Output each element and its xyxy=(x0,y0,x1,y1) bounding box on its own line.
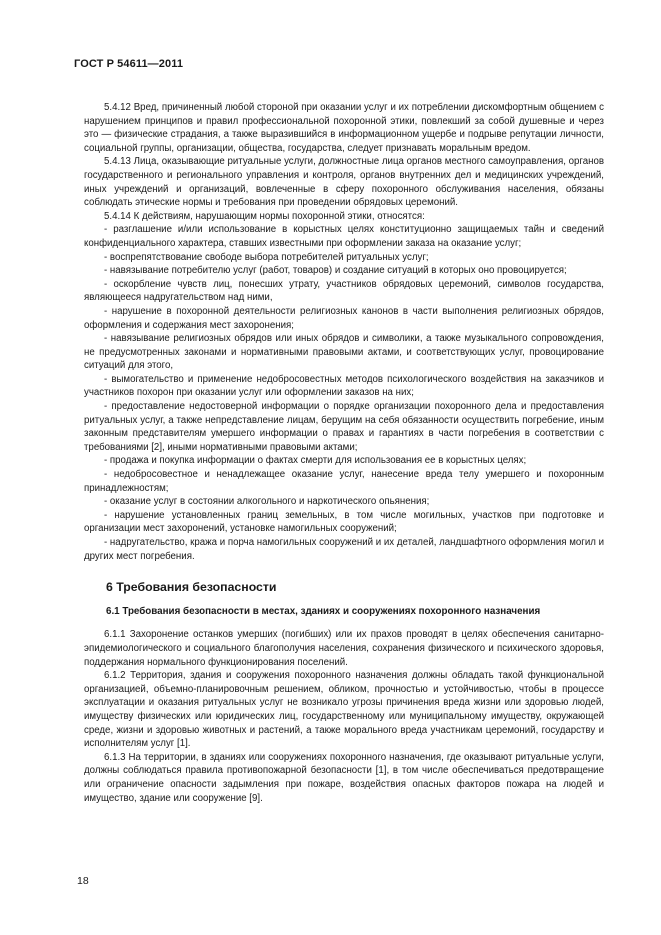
list-item: - нарушение в похоронной деятельности религиозных канонов в части выполнения религиозных обрядов, оформления и содержания мест захоронения; xyxy=(84,305,604,331)
list-item: - разглашение и/или использование в корыстных целях конституционно защищаемых тайн и сведений конфиденциального характера, ставших известными при оформлении заказа на оказание услуг; xyxy=(84,224,604,249)
paragraph-5-4-13: 5.4.13 Лица, оказывающие ритуальные услуги, должностные лица органов местного самоуправления, органов государственного и регионального управления и контроля, органов внутренних дел и медицинских учреждений, иных учреждений и организаций, вовлеченные в сферу похоронного обслуживания населения, обязаны соблюдать этические нормы и требования при проведении обрядовых церемоний. xyxy=(84,156,604,209)
list-item: - воспрепятствование свободе выбора потребителей ритуальных услуг; xyxy=(104,251,429,263)
list-item: - навязывание религиозных обрядов или иных обрядов и символики, а также музыкального сопровождения, не предусмотренных законами и нормативными правовыми актами, и соответствующих услуг, провоцирование ситуаций для этого, xyxy=(84,333,604,372)
paragraph-6-1-3: 6.1.3 На территории, в зданиях или сооружениях похоронного назначения, где оказывают ритуальные услуги, должны соблюдаться правила противопожарной безопасности [1], в том числе обеспечиваться предотвращение или ограничение опасности задымления при пожаре, воздействия опасных факторов пожара на людей и имущество, здание или сооружение [9]. xyxy=(84,751,604,804)
paragraph-6-1-1: 6.1.1 Захоронение останков умерших (погибших) или их прахов проводят в целях обеспечения санитарно-эпидемиологического и социального благополучия населения, сохранения физического и психического здоровья, поддержания нормального функционирования поселений. xyxy=(84,629,604,668)
list-item: - оскорбление чувств лиц, понесших утрату, участников обрядовых церемоний, символов государства, являющееся надругательством над ними, xyxy=(84,278,604,304)
document-header: ГОСТ Р 54611—2011 xyxy=(74,58,184,70)
list-item: - продажа и покупка информации о фактах смерти для использования ее в корыстных целях; xyxy=(104,455,527,467)
page-number: 18 xyxy=(77,875,89,887)
list-item: - вымогательство и применение недобросовестных методов психологического воздействия на заказчиков и участников похорон при оказании услуг или оформлении заказов на них; xyxy=(84,373,604,399)
section-title: 6 Требования безопасности xyxy=(106,580,277,595)
list-item: - надругательство, кража и порча намогильных сооружений и их деталей, ландшафтного оформления могил и других мест погребения. xyxy=(84,537,604,562)
paragraph-5-4-12: 5.4.12 Вред, причиненный любой стороной при оказании услуг и их потреблении дискомфортным общением с нарушением принципов и правил профессиональной похоронной этики, повлекший за собой душевные и через это — физические страдания, а также выразившийся в информационном ущербе и подрыве репутации личности, социальной группы, организации, общества, государства, следует признавать моральным вредом. xyxy=(84,102,604,154)
list-item: - предоставление недостоверной информации о порядке организации похоронного дела и предоставления ритуальных услуг, а также непредставление лицам, берущим на себя обязанности осуществить погребение, иным законным представителям умершего информации о правах и гарантиях в части погребения в соответствии с требованиями [2], иными нормативными правовыми актами; xyxy=(84,401,604,453)
list-item: - недобросовестное и ненадлежащее оказание услуг, нанесение вреда телу умершего и похоронным принадлежностям; xyxy=(84,469,604,494)
paragraph-5-4-14: 5.4.14 К действиям, нарушающим нормы похоронной этики, относятся: xyxy=(104,210,425,222)
list-item: - нарушение установленных границ земельных, в том числе могильных, участков при подготовке и организации мест захоронений, установке намогильных сооружений; xyxy=(84,509,604,535)
page-content xyxy=(84,101,604,805)
paragraph-6-1-2: 6.1.2 Территория, здания и сооружения похоронного назначения должны обладать такой функциональной организацией, объемно-планировочным решением, обликом, прочностью и устойчивостью, чтобы в процессе эксплуатации и оказания ритуальных услуг не возникало угрозы причинения вреда жизни или здоровью людей, имуществу физических или юридических лиц, государственному или муниципальному имуществу, окружающей среде, жизни и здоровью животных и растений, а также морального вреда участникам церемоний, государству и исполнителям услуг [1]. xyxy=(84,670,604,750)
list-item: - навязывание потребителю услуг (работ, товаров) и создание ситуаций в которых оно провоцируется; xyxy=(104,265,567,277)
subsection-title: 6.1 Требования безопасности в местах, зданиях и сооружениях похоронного назначения xyxy=(106,605,541,617)
list-item: - оказание услуг в состоянии алкогольного и наркотического опьянения; xyxy=(104,496,430,508)
